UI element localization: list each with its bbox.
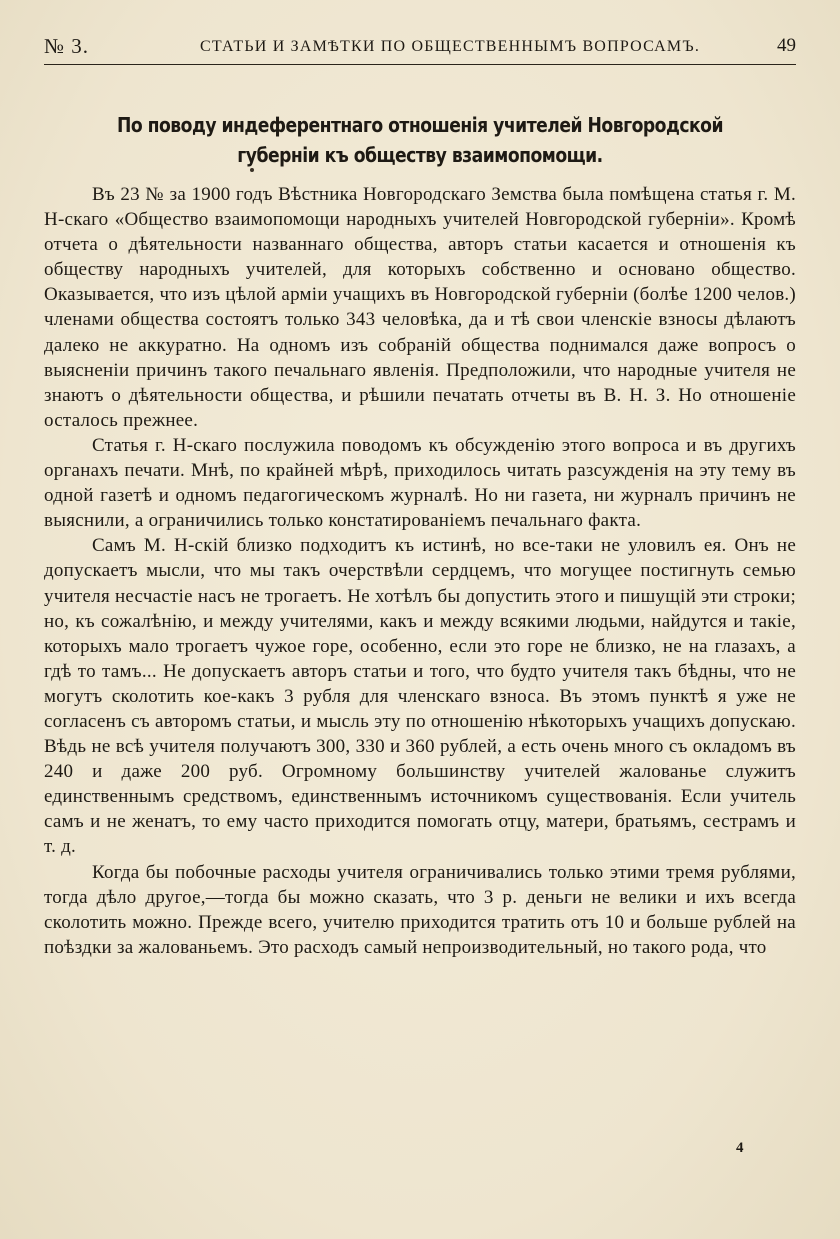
paragraph: Когда бы побочные расходы учителя ограничивались только этими тремя рублями, тогда дѣло другое,—тогда бы можно сказать, что 3 р. деньги не велики и ихъ всегда сколотить можно. Прежде всего, учителю приходится тратить отъ 10 и больше рублей на поѣздки за жалованьемъ. Это расходъ самый непроизводительный, но такого рода, что <box>44 861 796 958</box>
article-body <box>44 182 796 960</box>
article-title: По поводу индеферентнаго отношенія учителей Новгородской губерніи къ обществу взаимопомощи. <box>116 113 724 167</box>
paragraph: Статья г. Н-скаго послужила поводомъ къ обсужденію этого вопроса и въ другихъ органахъ печати. Мнѣ, по крайней мѣрѣ, приходилось читать разсужденія на эту тему въ одной газетѣ и одномъ педагогическомъ журналѣ. Но ни газета, ни журналъ причинъ не выяснили, а ограничились только констатированіемъ печальнаго факта. <box>44 434 796 532</box>
signature-mark: 4 <box>736 1140 744 1156</box>
running-header <box>44 32 796 60</box>
page-number: 49 <box>777 35 796 56</box>
paragraph: Самъ М. Н-скій близко подходитъ къ истинѣ, но все-таки не уловилъ ея. Онъ не допускаетъ мысли, что мы такъ очерствѣли сердцемъ, что могущее постигнуть семью учителя несчастіе насъ не трогаетъ. Не хотѣлъ бы допустить этого и пишущій эти строки; но, къ сожалѣнію, и между учителями, какъ и между всякими людьми, найдутся и такіе, которыхъ мало трогаетъ чужое горе, особенно, если это горе не близко, не на глазахъ, а гдѣ то тамъ... Не допускаетъ авторъ статьи и того, что будто учителя такъ бѣдны, что не могутъ сколотить кое-какъ 3 рубля для членскаго взноса. Въ этомъ пунктѣ я уже не согласенъ съ авторомъ статьи, и мысль эту по отношенію нѣкоторыхъ учащихъ допускаю. Вѣдь не всѣ учителя получаютъ 300, 330 и 360 рублей, а есть очень много съ окладомъ въ 240 и даже 200 руб. Огромному большинству учителей жалованье служитъ единственнымъ средствомъ, единственнымъ источникомъ существованія. Если учитель самъ и не женатъ, то ему часто приходится помогать отцу, матери, братьямъ, сестрамъ и т. д. <box>44 535 796 858</box>
paragraph: Въ 23 № за 1900 годъ Вѣстника Новгородскаго Земства была помѣщена статья г. М. Н-скаго «Общество взаимопомощи народныхъ учителей Новгородской губерніи». Кромѣ отчета о дѣятельности названнаго общества, авторъ статьи касается и отношенія къ обществу народныхъ учителей, для которыхъ собственно и основано общество. Оказывается, что изъ цѣлой арміи учащихъ въ Новгородской губерніи (болѣе 1200 челов.) членами общества состоятъ только 343 человѣка, да и тѣ свои членскіе взносы дѣлаютъ далеко не аккуратно. На одномъ изъ собраній общества поднимался даже вопросъ о выясненіи причинъ такого печальнаго явленія. Предположили, что народные учителя не знаютъ о дѣятельности общества, и рѣшили печатать отчеты въ В. Н. З. Но отношеніе осталось прежнее. <box>44 184 796 431</box>
issue-number: № 3. <box>44 34 90 58</box>
header-rule <box>44 64 796 65</box>
print-speck <box>250 168 254 172</box>
running-title: СТАТЬИ И ЗАМѢТКИ ПО ОБЩЕСТВЕННЫМЪ ВОПРОСАМЪ. <box>200 38 701 55</box>
